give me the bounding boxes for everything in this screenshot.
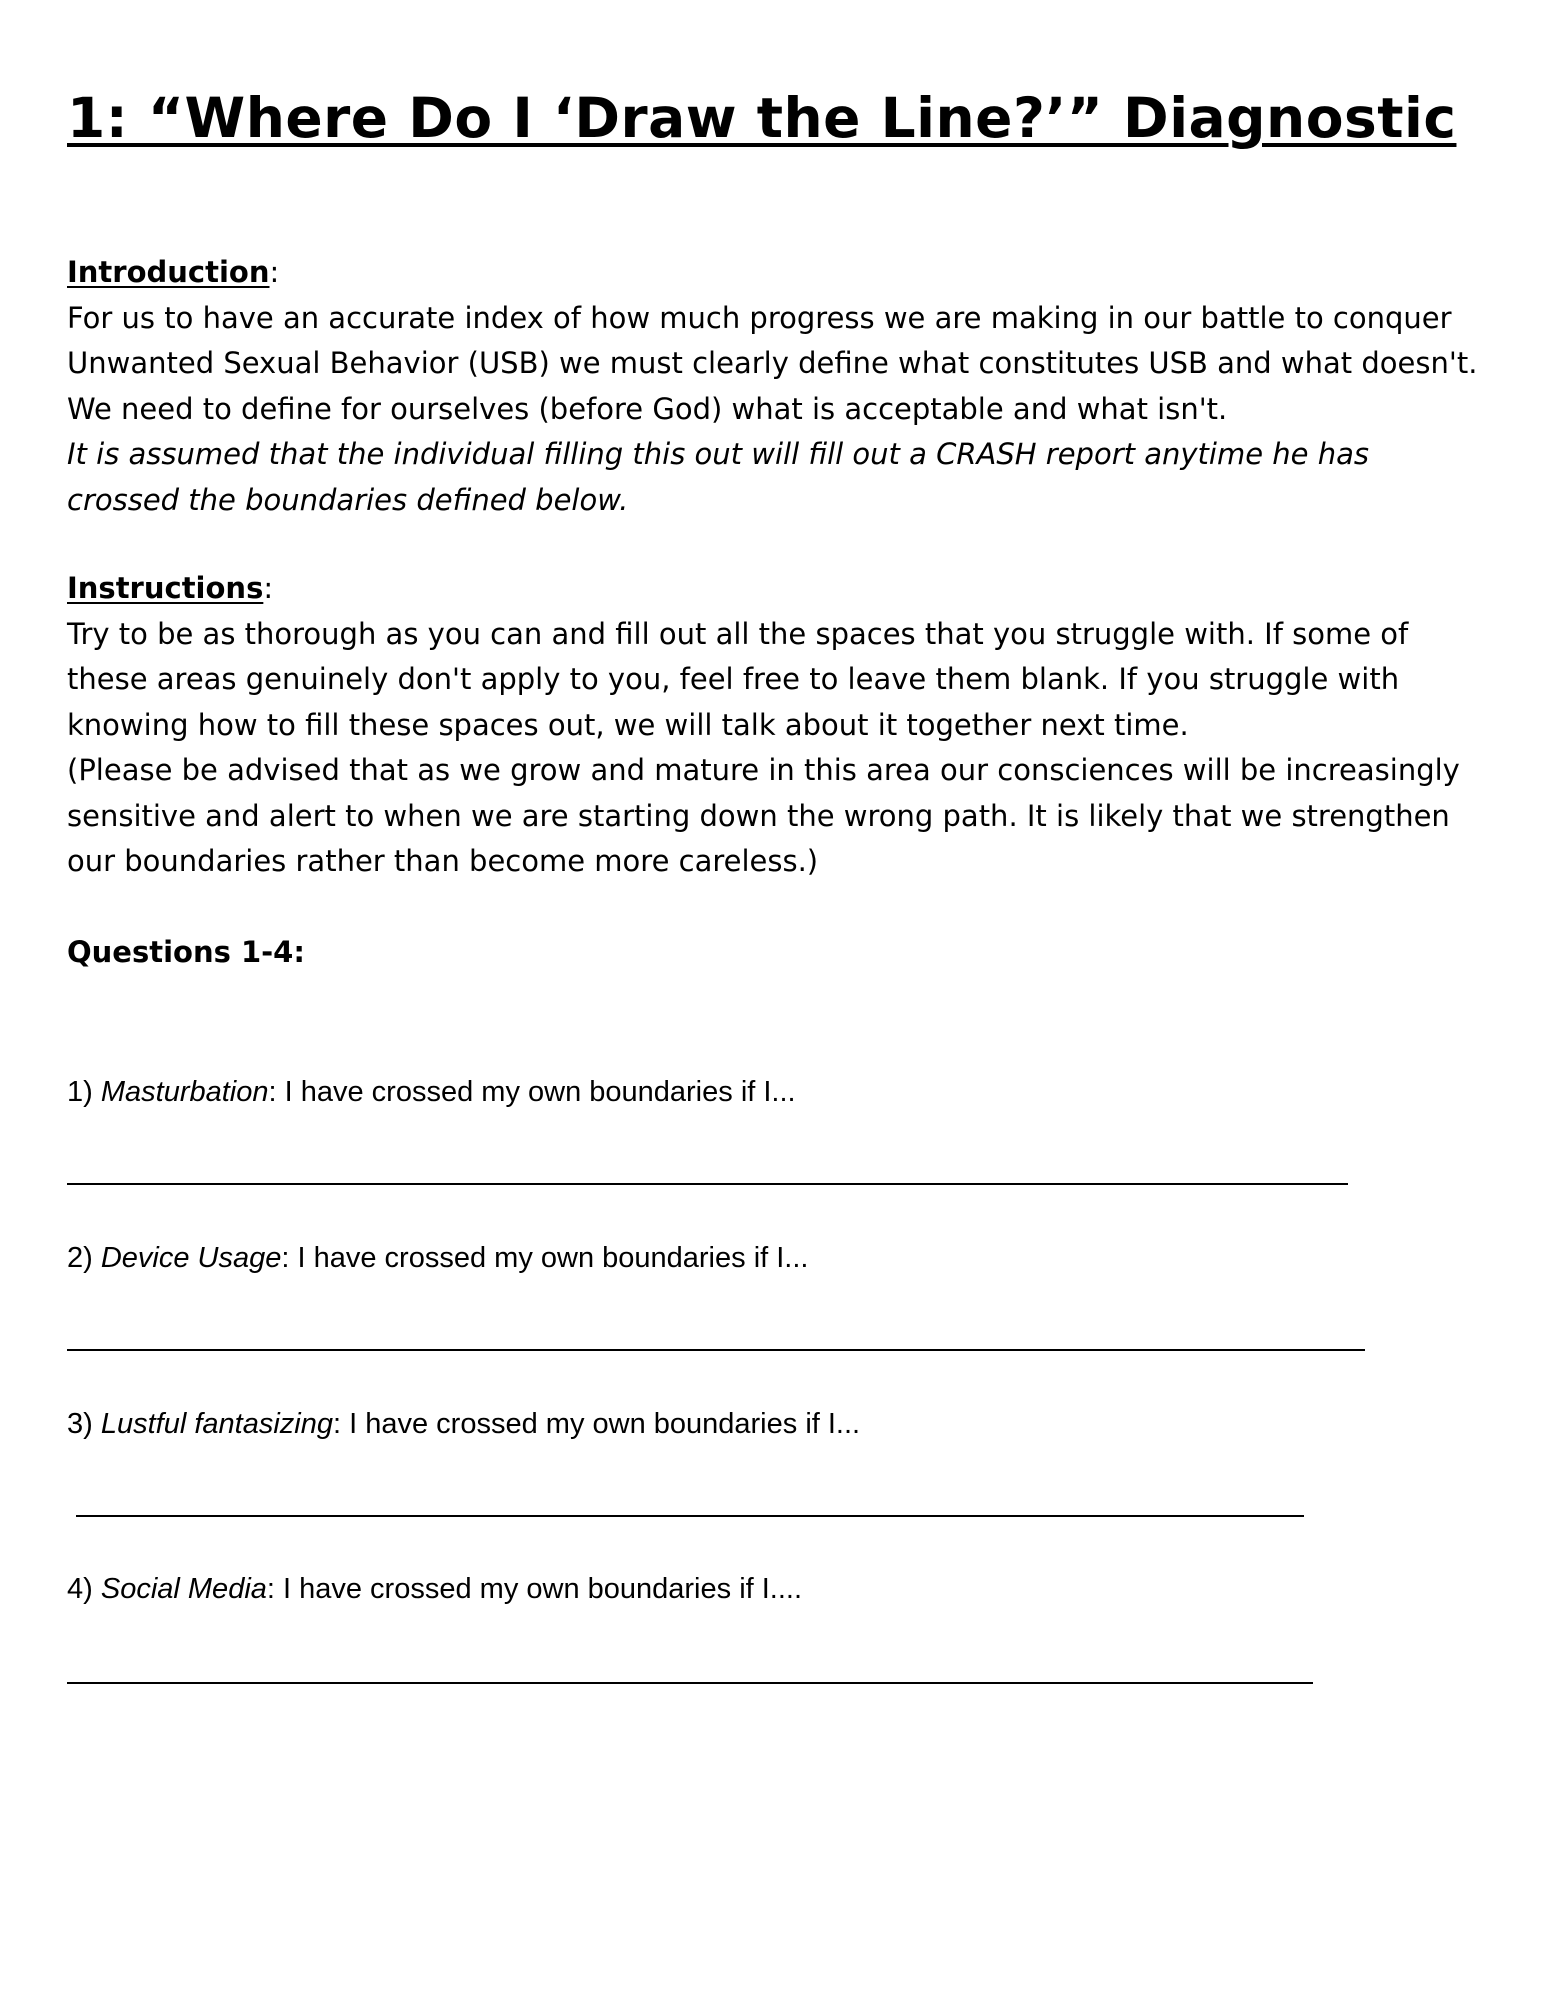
introduction-colon: : [269,255,280,289]
introduction-heading: Introduction [67,255,270,289]
question-topic: Masturbation [100,1076,269,1108]
question-topic: Lustful fantasizing [100,1408,334,1440]
instructions-colon: : [263,571,274,605]
question-prompt: : I have crossed my own boundaries if I... [281,1242,809,1274]
questions-heading: Questions 1-4: [67,935,305,969]
question-number: 1) [67,1076,93,1108]
instructions-section [67,566,1487,885]
instructions-heading: Instructions [67,571,264,605]
question-topic: Social Media [100,1573,267,1605]
question-number: 3) [67,1408,93,1440]
question-1 [67,1072,796,1112]
introduction-heading-line [67,250,1487,296]
question-topic: Device Usage [100,1242,282,1274]
answer-line-4[interactable] [67,1682,1313,1684]
instructions-body: Try to be as thorough as you can and fill out all the spaces that you struggle with. If some of these areas genuinely don't apply to you, feel free to leave them blank. If you struggle with knowing how to fill these spaces out, we will talk about it together next time. [67,616,1409,742]
answer-line-1[interactable] [67,1183,1348,1185]
introduction-note: It is assumed that the individual filling this out will fill out a CRASH report anytime he has crossed the boundaries defined below. [67,437,1369,517]
question-prompt: : I have crossed my own boundaries if I... [268,1076,796,1108]
introduction-body: For us to have an accurate index of how much progress we are making in our battle to conquer Unwanted Sexual Behavior (USB) we must clearly define what constitutes USB and what doesn't. We need to define for ourselves (before God) what is acceptable and what isn't. [67,300,1478,426]
question-3 [67,1404,860,1444]
answer-line-3[interactable] [76,1515,1304,1517]
question-2 [67,1238,808,1278]
page-title: 1: “Where Do I ‘Draw the Line?’” Diagnostic [67,86,1457,150]
question-prompt: : I have crossed my own boundaries if I... [333,1408,861,1440]
introduction-section [67,250,1487,523]
answer-line-2[interactable] [67,1349,1365,1351]
question-number: 2) [67,1242,93,1274]
question-number: 4) [67,1573,93,1605]
instructions-note: (Please be advised that as we grow and mature in this area our consciences will be increasingly sensitive and alert to when we are starting down the wrong path. It is likely that we strengthen our boundaries rather than become more careless.) [67,753,1460,878]
question-prompt: : I have crossed my own boundaries if I.... [266,1573,803,1605]
instructions-heading-line [67,566,1487,612]
question-4 [67,1569,802,1609]
